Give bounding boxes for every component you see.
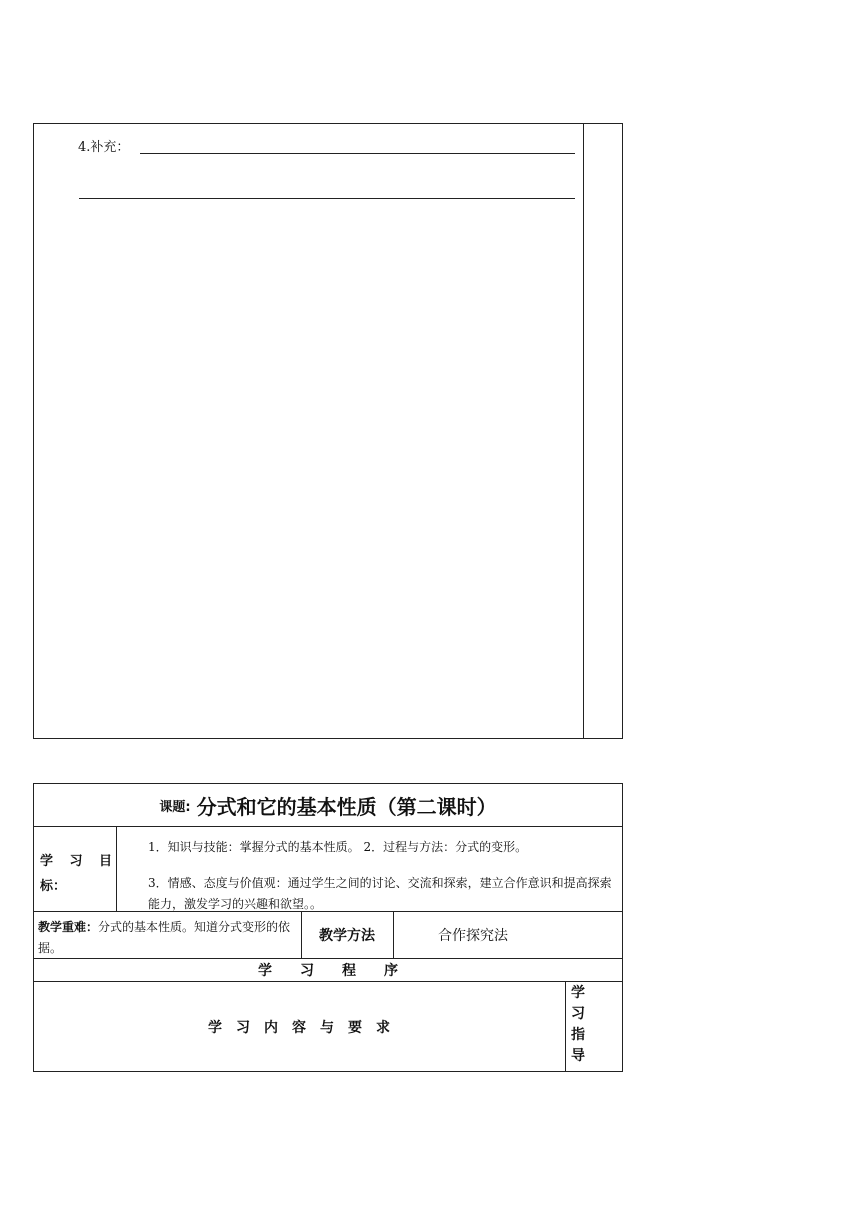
- upper-table: [33, 123, 623, 739]
- objectives-line-1: 1．知识与技能：掌握分式的基本性质。 2．过程与方法：分式的变形。: [148, 840, 528, 854]
- lesson-title-text: 分式和它的基本性质（第二课时）: [196, 794, 497, 819]
- objectives-line-2: 3．情感、态度与价值观：通过学生之间的讨论、交流和探索，建立合作意识和提高探索能力，激发学习的兴趣和欲望。。: [148, 876, 612, 911]
- guide-divider: [565, 981, 566, 1072]
- objectives-label: 学 习 目 标：: [40, 854, 112, 894]
- method-value: 合作探究法: [438, 927, 508, 944]
- lesson-title-prefix: 课题:: [159, 799, 191, 815]
- key-points-cell: [38, 917, 298, 959]
- content-heading: 学 习 内 容 与 要 求: [208, 1019, 390, 1036]
- supplement-line-1: [140, 153, 575, 154]
- upper-table-divider: [583, 123, 584, 739]
- key-points-label: 教学重难：: [38, 920, 99, 934]
- row-divider-title: [33, 826, 623, 827]
- supplement-label: 4.补充：: [78, 140, 130, 155]
- method-label: 教学方法: [319, 927, 375, 944]
- procedure-heading: 学 习 程 序: [258, 962, 398, 979]
- objectives-divider: [116, 826, 117, 912]
- key-points-text: 分式的基本性质。知道分式变形的依据。: [38, 920, 291, 955]
- guide-heading: 学习指导: [571, 985, 585, 1064]
- method-divider: [393, 911, 394, 958]
- lesson-title: [33, 783, 623, 827]
- supplement-line-2: [79, 198, 575, 199]
